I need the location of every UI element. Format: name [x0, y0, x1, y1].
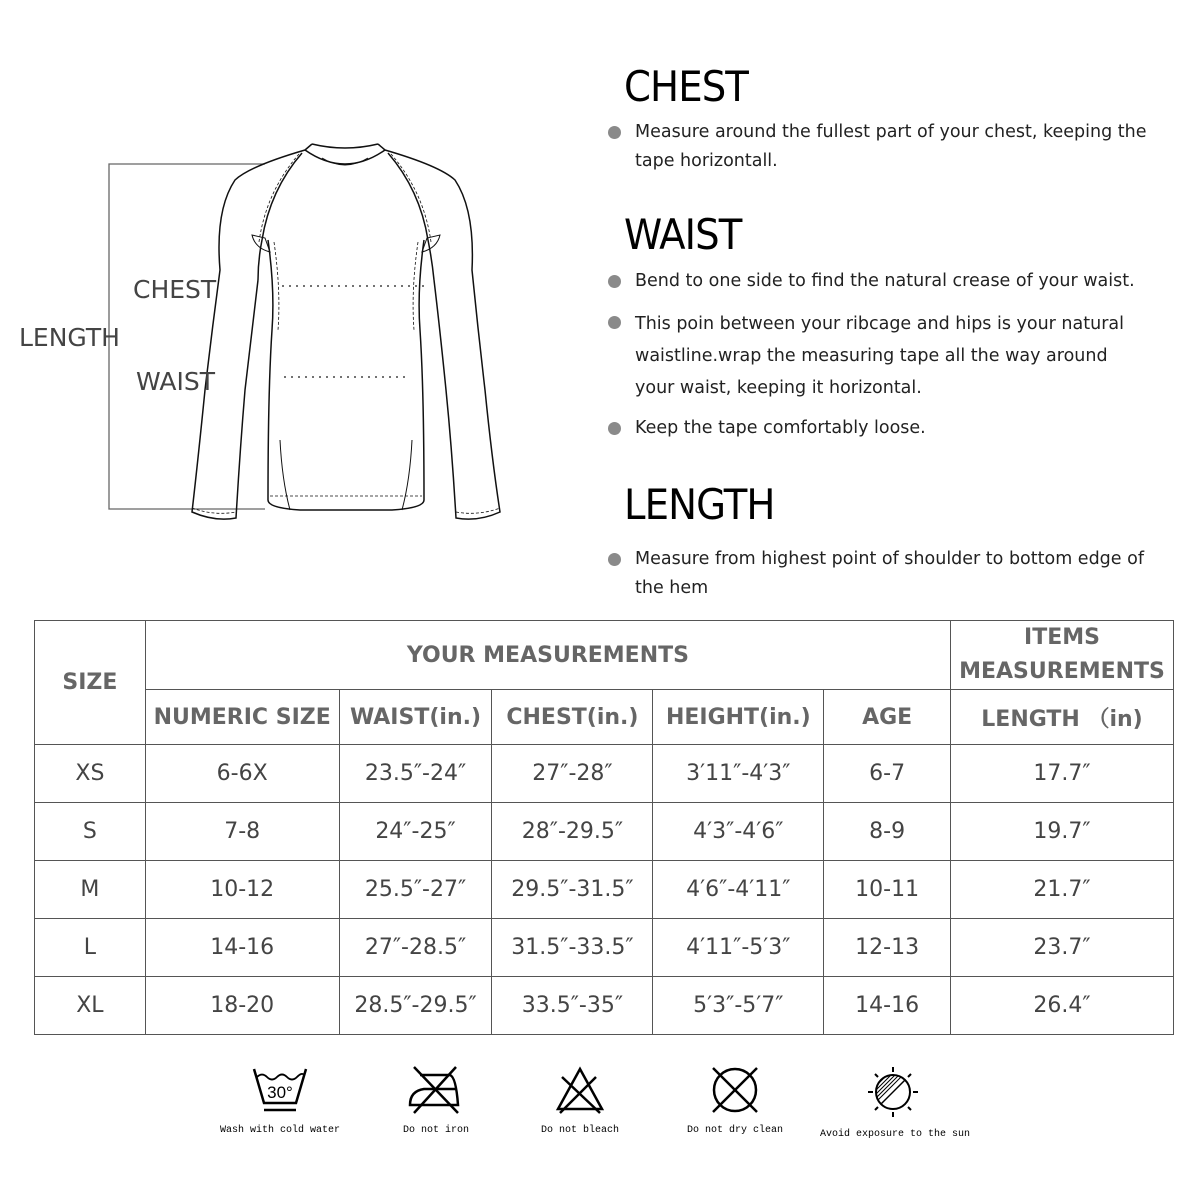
table-row	[35, 803, 1174, 861]
cell-chest: 28″-29.5″	[492, 803, 653, 861]
cell-chest: 29.5″-31.5″	[492, 861, 653, 919]
cell-length: 23.7″	[951, 919, 1174, 977]
care-item-wash: 30° Wash with cold water	[215, 1065, 345, 1136]
section-title-waist: WAIST	[624, 210, 742, 259]
bullet-dot-icon	[608, 275, 621, 288]
care-item-no-iron: Do not iron	[386, 1065, 486, 1136]
table-row	[35, 977, 1174, 1035]
cell-length: 26.4″	[951, 977, 1174, 1035]
cell-age: 12-13	[824, 919, 951, 977]
cell-height: 3′11″-4′3″	[653, 745, 824, 803]
cell-age: 14-16	[824, 977, 951, 1035]
cell-numeric: 18-20	[145, 977, 339, 1035]
cell-size: L	[35, 919, 146, 977]
cell-height: 5′3″-5′7″	[653, 977, 824, 1035]
cell-waist: 27″-28.5″	[339, 919, 492, 977]
cell-age: 8-9	[824, 803, 951, 861]
cell-size: XL	[35, 977, 146, 1035]
cell-numeric: 10-12	[145, 861, 339, 919]
cell-length: 17.7″	[951, 745, 1174, 803]
bullet-dot-icon	[608, 422, 621, 435]
header-your-measurements: YOUR MEASUREMENTS	[145, 621, 950, 690]
diagram-label-chest: CHEST	[133, 275, 217, 304]
cell-chest: 27″-28″	[492, 745, 653, 803]
bullet-item: Measure from highest point of shoulder to bottom edge of the hem	[608, 545, 1178, 603]
cell-age: 6-7	[824, 745, 951, 803]
section-title-chest: CHEST	[624, 62, 748, 111]
cell-waist: 28.5″-29.5″	[339, 977, 492, 1035]
table-row	[35, 861, 1174, 919]
diagram-label-waist: WAIST	[136, 367, 215, 396]
section-title-length: LENGTH	[624, 480, 775, 529]
cell-chest: 33.5″-35″	[492, 977, 653, 1035]
bullet-item: Measure around the fullest part of your chest, keeping the tape horizontall.	[608, 118, 1178, 176]
cell-chest: 31.5″-33.5″	[492, 919, 653, 977]
cell-size: XS	[35, 745, 146, 803]
cell-height: 4′11″-5′3″	[653, 919, 824, 977]
cell-length: 19.7″	[951, 803, 1174, 861]
no-bleach-icon	[550, 1065, 610, 1115]
header-length: LENGTH （in)	[951, 690, 1174, 745]
cell-size: M	[35, 861, 146, 919]
cell-age: 10-11	[824, 861, 951, 919]
cell-numeric: 6-6X	[145, 745, 339, 803]
cell-length: 21.7″	[951, 861, 1174, 919]
cell-height: 4′3″-4′6″	[653, 803, 824, 861]
avoid-sun-icon	[863, 1065, 923, 1119]
header-chest: CHEST(in.)	[492, 690, 653, 745]
bullet-dot-icon	[608, 553, 621, 566]
bullet-dot-icon	[608, 316, 621, 329]
cell-waist: 25.5″-27″	[339, 861, 492, 919]
cell-size: S	[35, 803, 146, 861]
no-dry-clean-icon	[705, 1065, 765, 1115]
no-iron-icon	[406, 1065, 466, 1115]
header-waist: WAIST(in.)	[339, 690, 492, 745]
header-age: AGE	[824, 690, 951, 745]
wash-30-icon	[250, 1065, 310, 1115]
diagram-label-length: LENGTH	[19, 323, 120, 352]
header-items-measurements: ITEMS MEASUREMENTS	[951, 621, 1174, 690]
header-numeric-size: NUMERIC SIZE	[145, 690, 339, 745]
bullet-item: This poin between your ribcage and hips is your natural waistline.wrap the measuring tape all the way around your waist, keeping it horizontal.	[608, 308, 1148, 404]
care-item-avoid-sun: Avoid exposure to the sun	[820, 1065, 965, 1140]
bullet-item: Bend to one side to find the natural crease of your waist.	[608, 267, 1178, 296]
cell-height: 4′6″-4′11″	[653, 861, 824, 919]
cell-waist: 23.5″-24″	[339, 745, 492, 803]
shirt-measurement-diagram	[0, 130, 580, 530]
cell-waist: 24″-25″	[339, 803, 492, 861]
size-chart-table	[34, 620, 1174, 1035]
header-height: HEIGHT(in.)	[653, 690, 824, 745]
care-item-no-dry-clean: Do not dry clean	[680, 1065, 790, 1136]
cell-numeric: 7-8	[145, 803, 339, 861]
table-row	[35, 919, 1174, 977]
bullet-item: Keep the tape comfortably loose.	[608, 414, 1178, 443]
cell-numeric: 14-16	[145, 919, 339, 977]
header-size: SIZE	[35, 621, 146, 745]
bullet-dot-icon	[608, 126, 621, 139]
svg-text:30°: 30°	[267, 1083, 293, 1102]
table-row	[35, 745, 1174, 803]
care-item-no-bleach: Do not bleach	[530, 1065, 630, 1136]
